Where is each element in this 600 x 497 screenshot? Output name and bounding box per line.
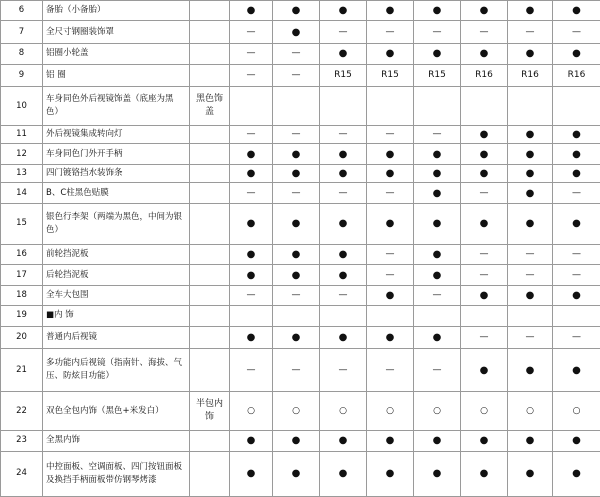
- spec-cell: ●: [461, 164, 508, 182]
- spec-cell: [190, 306, 230, 326]
- spec-cell: ●: [320, 144, 367, 164]
- spec-cell: —: [320, 125, 367, 143]
- spec-cell: [190, 1, 230, 21]
- spec-cell: [273, 87, 320, 126]
- spec-cell: ●: [461, 285, 508, 305]
- row-number: 22: [1, 392, 43, 431]
- row-number: 15: [1, 203, 43, 244]
- spec-cell: —: [553, 244, 600, 264]
- spec-cell: ●: [508, 349, 553, 392]
- spec-cell: ●: [230, 451, 273, 496]
- feature-name: 银色行李架（两端为黑色，中间为银色）: [43, 203, 190, 244]
- spec-cell: [190, 349, 230, 392]
- spec-cell: —: [230, 21, 273, 44]
- spec-cell: [320, 306, 367, 326]
- spec-cell: ●: [320, 203, 367, 244]
- spec-cell: ●: [230, 326, 273, 349]
- table-row: [1, 21, 600, 44]
- spec-cell: ●: [273, 265, 320, 285]
- spec-cell: [508, 306, 553, 326]
- spec-cell: —: [230, 64, 273, 87]
- spec-cell: —: [414, 285, 461, 305]
- spec-cell: ●: [553, 125, 600, 143]
- spec-cell: —: [230, 125, 273, 143]
- spec-cell: ●: [553, 285, 600, 305]
- feature-name: 多功能内后视镜（指南针、海拔、气压、防炫目功能）: [43, 349, 190, 392]
- spec-cell: ●: [508, 1, 553, 21]
- spec-cell: —: [367, 21, 414, 44]
- spec-cell: [190, 265, 230, 285]
- spec-cell: ●: [414, 183, 461, 203]
- spec-cell: ●: [461, 144, 508, 164]
- spec-cell: ●: [508, 164, 553, 182]
- spec-cell: [190, 144, 230, 164]
- spec-cell: ●: [553, 1, 600, 21]
- row-number: 9: [1, 64, 43, 87]
- spec-cell: ●: [414, 1, 461, 21]
- spec-cell: ●: [273, 326, 320, 349]
- spec-cell: ●: [414, 144, 461, 164]
- spec-cell: [190, 451, 230, 496]
- spec-cell: ●: [230, 1, 273, 21]
- table-row: [1, 265, 600, 285]
- spec-cell: —: [553, 21, 600, 44]
- row-number: 20: [1, 326, 43, 349]
- spec-cell: ●: [273, 1, 320, 21]
- spec-cell: ●: [553, 44, 600, 64]
- row-number: 11: [1, 125, 43, 143]
- spec-cell: ●: [367, 164, 414, 182]
- table-row: [1, 451, 600, 496]
- spec-cell: R15: [320, 64, 367, 87]
- row-number: 21: [1, 349, 43, 392]
- spec-cell: [414, 87, 461, 126]
- spec-cell: ●: [461, 431, 508, 451]
- spec-table-body: [1, 1, 600, 497]
- spec-cell: [508, 87, 553, 126]
- spec-cell: [461, 87, 508, 126]
- spec-cell: ●: [320, 265, 367, 285]
- row-number: 17: [1, 265, 43, 285]
- spec-cell: —: [367, 125, 414, 143]
- spec-cell: ●: [273, 431, 320, 451]
- spec-cell: [190, 285, 230, 305]
- spec-cell: ●: [508, 431, 553, 451]
- feature-name: 备胎（小备胎）: [43, 1, 190, 21]
- spec-cell: ●: [508, 144, 553, 164]
- feature-name: 铝圈小轮盖: [43, 44, 190, 64]
- spec-cell: ●: [414, 451, 461, 496]
- spec-cell: —: [320, 183, 367, 203]
- spec-cell: [553, 306, 600, 326]
- spec-cell: ○: [230, 392, 273, 431]
- table-row: [1, 64, 600, 87]
- spec-cell: ●: [273, 203, 320, 244]
- feature-name: 车身同色门外开手柄: [43, 144, 190, 164]
- spec-cell: —: [461, 21, 508, 44]
- row-number: 14: [1, 183, 43, 203]
- spec-cell: ●: [367, 431, 414, 451]
- spec-cell: ●: [230, 265, 273, 285]
- spec-cell: ●: [320, 431, 367, 451]
- spec-cell: ●: [414, 326, 461, 349]
- table-row: [1, 431, 600, 451]
- spec-cell: ●: [508, 183, 553, 203]
- feature-name: 全黑内饰: [43, 431, 190, 451]
- spec-cell: [190, 44, 230, 64]
- spec-cell: ○: [273, 392, 320, 431]
- feature-name: 全车大包围: [43, 285, 190, 305]
- spec-cell: ●: [273, 244, 320, 264]
- spec-cell: —: [553, 326, 600, 349]
- spec-cell: ●: [273, 164, 320, 182]
- spec-cell: —: [230, 349, 273, 392]
- spec-cell: ●: [461, 203, 508, 244]
- spec-cell: ●: [367, 326, 414, 349]
- spec-cell: [273, 306, 320, 326]
- spec-cell: ●: [553, 431, 600, 451]
- row-number: 7: [1, 21, 43, 44]
- spec-cell: ●: [461, 44, 508, 64]
- spec-cell: [190, 164, 230, 182]
- spec-cell: —: [508, 21, 553, 44]
- spec-cell: ●: [508, 44, 553, 64]
- spec-cell: ●: [273, 144, 320, 164]
- spec-cell: ○: [553, 392, 600, 431]
- spec-cell: —: [461, 183, 508, 203]
- spec-cell: ●: [414, 431, 461, 451]
- spec-cell: —: [273, 125, 320, 143]
- table-row: [1, 87, 600, 126]
- spec-cell: [190, 125, 230, 143]
- spec-cell: —: [367, 265, 414, 285]
- row-number: 23: [1, 431, 43, 451]
- spec-cell: —: [367, 244, 414, 264]
- spec-cell: ●: [414, 203, 461, 244]
- spec-cell: ●: [461, 451, 508, 496]
- spec-cell: [190, 244, 230, 264]
- table-row: [1, 203, 600, 244]
- spec-cell: R15: [414, 64, 461, 87]
- spec-cell: —: [273, 183, 320, 203]
- spec-cell: ●: [230, 144, 273, 164]
- table-row: [1, 349, 600, 392]
- spec-cell: —: [273, 285, 320, 305]
- spec-cell: ●: [508, 451, 553, 496]
- spec-cell: ●: [367, 285, 414, 305]
- row-number: 12: [1, 144, 43, 164]
- spec-cell: ○: [508, 392, 553, 431]
- spec-cell: ●: [553, 451, 600, 496]
- feature-name: 普通内后视镜: [43, 326, 190, 349]
- spec-cell: ●: [508, 125, 553, 143]
- spec-cell: ●: [320, 244, 367, 264]
- spec-cell: [553, 87, 600, 126]
- feature-name: 四门镀铬挡水装饰条: [43, 164, 190, 182]
- spec-cell: [190, 326, 230, 349]
- spec-cell: ●: [553, 144, 600, 164]
- spec-cell: [320, 87, 367, 126]
- spec-cell: [190, 203, 230, 244]
- table-row: [1, 183, 600, 203]
- spec-cell: ●: [414, 164, 461, 182]
- spec-cell: ●: [553, 203, 600, 244]
- spec-cell: ○: [320, 392, 367, 431]
- spec-cell: ●: [273, 21, 320, 44]
- spec-cell: ●: [230, 203, 273, 244]
- spec-cell: —: [414, 349, 461, 392]
- spec-cell: [367, 87, 414, 126]
- spec-cell: ●: [508, 203, 553, 244]
- feature-name: 中控面板、空调面板、四门按钮面板及换挡手柄面板带仿钢琴烤漆: [43, 451, 190, 496]
- row-number: 13: [1, 164, 43, 182]
- spec-cell: ●: [230, 164, 273, 182]
- table-row: [1, 392, 600, 431]
- table-row: [1, 306, 600, 326]
- spec-cell: —: [553, 265, 600, 285]
- table-row: [1, 326, 600, 349]
- spec-cell: ●: [230, 431, 273, 451]
- spec-cell: —: [461, 265, 508, 285]
- spec-cell: ●: [461, 1, 508, 21]
- spec-cell: ●: [414, 244, 461, 264]
- spec-cell: —: [367, 349, 414, 392]
- spec-cell: ●: [461, 125, 508, 143]
- spec-cell: —: [414, 125, 461, 143]
- spec-cell: —: [230, 44, 273, 64]
- spec-cell: [230, 306, 273, 326]
- row-number: 18: [1, 285, 43, 305]
- spec-cell: [461, 306, 508, 326]
- spec-cell: ●: [273, 451, 320, 496]
- spec-cell: ○: [461, 392, 508, 431]
- spec-cell: [367, 306, 414, 326]
- table-row: [1, 244, 600, 264]
- spec-cell: ○: [414, 392, 461, 431]
- feature-name: B、C柱黑色贴膜: [43, 183, 190, 203]
- spec-cell: ●: [320, 1, 367, 21]
- spec-cell: [414, 306, 461, 326]
- spec-cell: ●: [508, 285, 553, 305]
- spec-cell: —: [461, 244, 508, 264]
- spec-cell: —: [320, 21, 367, 44]
- spec-cell: [190, 431, 230, 451]
- spec-cell: ●: [367, 203, 414, 244]
- spec-cell: —: [273, 349, 320, 392]
- spec-cell: ●: [320, 451, 367, 496]
- spec-cell: —: [320, 285, 367, 305]
- spec-cell: —: [508, 265, 553, 285]
- spec-cell: ●: [461, 349, 508, 392]
- feature-name: 双色全包内饰（黑色+米发白）: [43, 392, 190, 431]
- spec-cell: —: [508, 326, 553, 349]
- feature-name: 车身同色外后视镜饰盖（底座为黑色）: [43, 87, 190, 126]
- feature-name: 铝 圈: [43, 64, 190, 87]
- spec-cell: R16: [508, 64, 553, 87]
- table-row: [1, 164, 600, 182]
- feature-name: 外后视镜集成转向灯: [43, 125, 190, 143]
- spec-cell: —: [414, 21, 461, 44]
- table-row: [1, 285, 600, 305]
- spec-cell: ●: [553, 164, 600, 182]
- spec-cell: ●: [320, 326, 367, 349]
- feature-name: 全尺寸钢圈装饰罩: [43, 21, 190, 44]
- spec-cell: R15: [367, 64, 414, 87]
- spec-cell: ●: [553, 349, 600, 392]
- table-row: [1, 44, 600, 64]
- spec-cell: —: [320, 349, 367, 392]
- spec-cell: ●: [230, 244, 273, 264]
- spec-cell: ●: [320, 44, 367, 64]
- spec-cell: ●: [367, 451, 414, 496]
- spec-cell: ●: [367, 44, 414, 64]
- spec-cell: [190, 64, 230, 87]
- spec-cell: ●: [367, 1, 414, 21]
- spec-cell: 黑色饰盖: [190, 87, 230, 126]
- row-number: 8: [1, 44, 43, 64]
- spec-cell: [230, 87, 273, 126]
- spec-cell: —: [367, 183, 414, 203]
- row-number: 6: [1, 1, 43, 21]
- spec-cell: 半包内饰: [190, 392, 230, 431]
- table-row: [1, 144, 600, 164]
- spec-cell: R16: [461, 64, 508, 87]
- row-number: 10: [1, 87, 43, 126]
- table-row: [1, 125, 600, 143]
- spec-cell: ●: [414, 265, 461, 285]
- row-number: 16: [1, 244, 43, 264]
- feature-name: 前轮挡泥板: [43, 244, 190, 264]
- spec-cell: [190, 183, 230, 203]
- spec-cell: —: [273, 64, 320, 87]
- spec-cell: ●: [367, 144, 414, 164]
- spec-cell: —: [553, 183, 600, 203]
- spec-cell: —: [230, 183, 273, 203]
- feature-name: ■内 饰: [43, 306, 190, 326]
- spec-cell: ○: [367, 392, 414, 431]
- spec-cell: ●: [414, 44, 461, 64]
- feature-name: 后轮挡泥板: [43, 265, 190, 285]
- spec-cell: —: [461, 326, 508, 349]
- spec-cell: —: [508, 244, 553, 264]
- spec-cell: R16: [553, 64, 600, 87]
- table-row: [1, 1, 600, 21]
- spec-cell: —: [230, 285, 273, 305]
- row-number: 19: [1, 306, 43, 326]
- spec-cell: —: [273, 44, 320, 64]
- spec-cell: [190, 21, 230, 44]
- row-number: 24: [1, 451, 43, 496]
- spec-cell: ●: [320, 164, 367, 182]
